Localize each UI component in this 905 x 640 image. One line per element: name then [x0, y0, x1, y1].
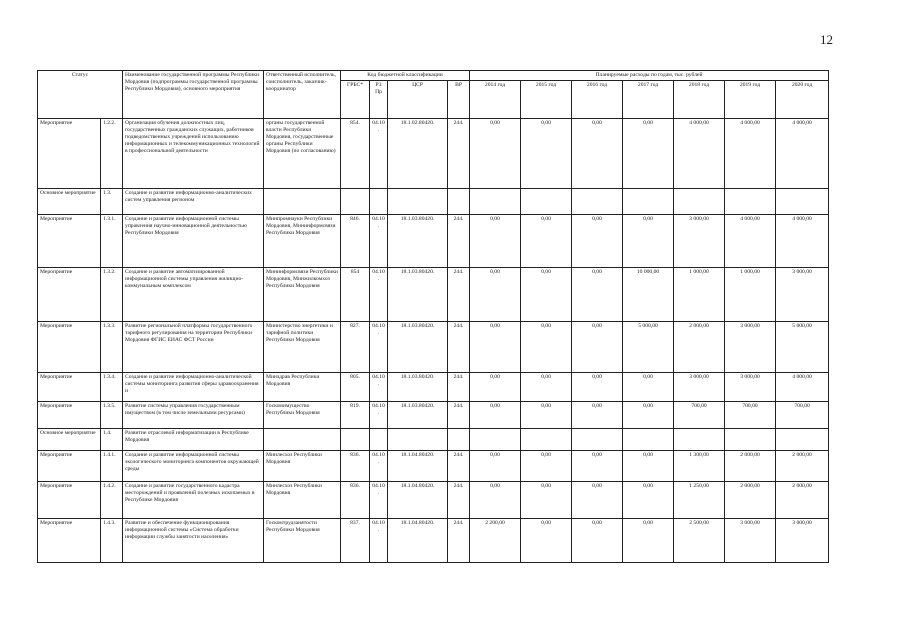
row-rz-pr: 04.10.: [370, 481, 388, 518]
row-value: [470, 428, 521, 450]
header-rz-pr: РЗ Пр: [370, 80, 388, 118]
row-value: 3 000,00: [725, 372, 776, 401]
row-responsible: Министерство энергетики и тарифной политики Республики Мордовия: [264, 321, 341, 372]
row-vr: 244.: [448, 372, 470, 401]
row-status: Мероприятие: [38, 481, 101, 518]
row-value: 3 000,00: [674, 214, 725, 267]
row-value: 0,00: [470, 267, 521, 321]
row-value: 2 000,00: [776, 450, 829, 481]
header-year: 2015 год: [521, 80, 572, 118]
row-value: 0,00: [572, 481, 623, 518]
row-value: [470, 188, 521, 214]
header-responsible: Ответственный исполнитель, соисполнитель, заказчик-координатор: [264, 71, 341, 119]
table-row: [38, 214, 829, 267]
row-grbs: 846.: [341, 214, 370, 267]
row-value: [623, 188, 674, 214]
row-value: 0,00: [470, 481, 521, 518]
row-value: 3 000,00: [776, 518, 829, 562]
row-responsible: Минлесхоз Республики Мордовия: [264, 450, 341, 481]
row-csr: 18.1.03.80420.: [388, 214, 448, 267]
row-grbs: 805.: [341, 372, 370, 401]
row-grbs: [341, 188, 370, 214]
row-name: Развитие отраслевой информатизации в Республике Мордовия: [123, 428, 264, 450]
row-responsible: Минпромнауки Республики Мордовия, Мининформсвязи Республики Мордовия: [264, 214, 341, 267]
row-value: 0,00: [572, 214, 623, 267]
row-csr: 18.1.04.80420.: [388, 518, 448, 562]
row-number: 1.4.3.: [101, 518, 123, 562]
header-year: 2014 год: [470, 80, 521, 118]
row-value: [674, 428, 725, 450]
header-csr: ЦСР: [388, 80, 448, 118]
row-csr: 18.1.04.80420.: [388, 450, 448, 481]
row-status: Мероприятие: [38, 118, 101, 188]
table-row: [38, 118, 829, 188]
table-row: [38, 372, 829, 401]
row-rz-pr: [370, 188, 388, 214]
row-value: 0,00: [521, 118, 572, 188]
row-grbs: 837.: [341, 518, 370, 562]
row-grbs: 854.: [341, 118, 370, 188]
row-value: 2 000,00: [725, 450, 776, 481]
row-value: 0,00: [470, 214, 521, 267]
row-value: [776, 188, 829, 214]
row-csr: [388, 428, 448, 450]
row-rz-pr: 04.10.: [370, 401, 388, 428]
row-value: 2 200,00: [470, 518, 521, 562]
row-responsible: Госкомимущество Республики Мордовия: [264, 401, 341, 428]
row-name: Создание и развитие информационно-аналитической системы мониторинга развития сферы здравоохранения и: [123, 372, 264, 401]
header-year: 2018 год: [674, 80, 725, 118]
row-grbs: 819.: [341, 401, 370, 428]
row-name: Развитие региональной платформы государственного тарифного регулирования на территории Республики Мордовия ФГИС ЕИАС ФСТ России: [123, 321, 264, 372]
row-value: 0,00: [521, 518, 572, 562]
row-status: Мероприятие: [38, 401, 101, 428]
row-number: 1.3.3.: [101, 321, 123, 372]
table-row: [38, 481, 829, 518]
row-csr: [388, 188, 448, 214]
row-number: 1.4.1.: [101, 450, 123, 481]
row-value: 0,00: [470, 118, 521, 188]
row-responsible: Госкомтрудзанятости Республики Мордовия: [264, 518, 341, 562]
row-status: Мероприятие: [38, 267, 101, 321]
row-rz-pr: 04.10.: [370, 267, 388, 321]
row-value: 0,00: [623, 481, 674, 518]
row-grbs: 836.: [341, 481, 370, 518]
row-value: 0,00: [572, 401, 623, 428]
row-responsible: [264, 428, 341, 450]
row-value: 3 000,00: [725, 321, 776, 372]
table-row: [38, 428, 829, 450]
row-value: 2 000,00: [776, 481, 829, 518]
row-number: 1.3.: [101, 188, 123, 214]
header-status: Статус: [38, 71, 123, 119]
header-name: Наименование государственной программы Республики Мордовия (подпрограммы государственной программы Республики Мордовия), основного мероприятия: [123, 71, 264, 119]
row-value: 1 000,00: [725, 267, 776, 321]
row-vr: 244.: [448, 518, 470, 562]
row-value: 0,00: [572, 267, 623, 321]
row-value: 700,00: [725, 401, 776, 428]
row-csr: 18.1.03.80420.: [388, 372, 448, 401]
row-number: 1.3.4.: [101, 372, 123, 401]
page-number: 12: [820, 32, 833, 47]
row-status: Мероприятие: [38, 321, 101, 372]
row-name: Создание и развитие информационной системы экологического мониторинга компонентов окружающей среды: [123, 450, 264, 481]
row-value: 3 000,00: [725, 518, 776, 562]
row-vr: 244.: [448, 118, 470, 188]
row-status: Мероприятие: [38, 372, 101, 401]
row-vr: 244.: [448, 401, 470, 428]
row-value: 0,00: [623, 118, 674, 188]
table-row: [38, 401, 829, 428]
row-value: [725, 188, 776, 214]
row-value: 0,00: [572, 518, 623, 562]
row-status: Мероприятие: [38, 214, 101, 267]
row-value: 0,00: [521, 401, 572, 428]
row-vr: 244.: [448, 267, 470, 321]
row-vr: [448, 188, 470, 214]
row-value: 0,00: [623, 450, 674, 481]
row-value: 0,00: [521, 267, 572, 321]
row-status: Основное мероприятие: [38, 188, 101, 214]
row-value: 2 000,00: [674, 321, 725, 372]
row-value: 0,00: [572, 118, 623, 188]
row-value: 0,00: [470, 450, 521, 481]
row-value: [572, 428, 623, 450]
row-value: 1 000,00: [674, 267, 725, 321]
row-value: 0,00: [623, 401, 674, 428]
header-budget-code: Код бюджетной классификации: [341, 71, 470, 81]
row-name: Создание и развитие информационно-аналитических систем управления регионом: [123, 188, 264, 214]
row-value: [572, 188, 623, 214]
row-rz-pr: [370, 428, 388, 450]
row-value: 0,00: [572, 321, 623, 372]
row-value: 4 000,00: [776, 118, 829, 188]
row-value: 0,00: [521, 450, 572, 481]
header-year: 2019 год: [725, 80, 776, 118]
row-value: 0,00: [521, 481, 572, 518]
row-value: [623, 428, 674, 450]
row-value: 0,00: [521, 214, 572, 267]
row-csr: 18.1.03.80420.: [388, 321, 448, 372]
row-value: 3 000,00: [776, 267, 829, 321]
row-csr: 18.1.02.80420.: [388, 118, 448, 188]
row-value: 0,00: [623, 372, 674, 401]
row-value: 4 000,00: [674, 118, 725, 188]
row-value: 4 000,00: [725, 214, 776, 267]
row-value: 0,00: [470, 321, 521, 372]
row-value: 0,00: [623, 518, 674, 562]
row-value: [521, 188, 572, 214]
table-row: [38, 518, 829, 562]
row-vr: [448, 428, 470, 450]
header-planned: Планируемые расходы по годам, тыс. рублей: [470, 71, 829, 81]
row-responsible: Минздрав Республики Мордовия: [264, 372, 341, 401]
row-rz-pr: 04.10.: [370, 118, 388, 188]
row-number: 1.3.2.: [101, 267, 123, 321]
row-responsible: [264, 188, 341, 214]
row-vr: 244.: [448, 214, 470, 267]
row-number: 1.3.5.: [101, 401, 123, 428]
row-number: 1.2.2.: [101, 118, 123, 188]
row-value: [776, 428, 829, 450]
row-name: Создание и развитие автоматизированной информационной системы управления жилищно-коммунальным комплексом: [123, 267, 264, 321]
header-year: 2017 год: [623, 80, 674, 118]
row-value: 5 000,00: [776, 321, 829, 372]
row-value: 1 300,00: [674, 450, 725, 481]
row-rz-pr: 04.10.: [370, 450, 388, 481]
row-value: [725, 428, 776, 450]
row-value: 0,00: [623, 214, 674, 267]
row-status: Основное мероприятие: [38, 428, 101, 450]
row-name: Создание и развитие информационной системы управления научно-инновационной деятельностью Республики Мордовия: [123, 214, 264, 267]
row-status: Мероприятие: [38, 518, 101, 562]
table-row: [38, 321, 829, 372]
row-value: 4 000,00: [725, 118, 776, 188]
row-value: 0,00: [470, 372, 521, 401]
row-value: 10 000,00: [623, 267, 674, 321]
row-csr: 18.1.03.80420.: [388, 267, 448, 321]
row-name: Развитие системы управления государственным имуществом (в том числе земельными ресурсами): [123, 401, 264, 428]
row-rz-pr: 04.10.: [370, 214, 388, 267]
row-name: Развитие и обеспечение функционирования информационной системы «Система обработки информации службы занятости населения»: [123, 518, 264, 562]
table-row: [38, 188, 829, 214]
budget-table: [37, 70, 829, 563]
header-year: 2020 год: [776, 80, 829, 118]
row-grbs: [341, 428, 370, 450]
row-value: 0,00: [521, 372, 572, 401]
row-value: 4 000,00: [776, 214, 829, 267]
row-value: 5 000,00: [623, 321, 674, 372]
row-rz-pr: 04.10.: [370, 321, 388, 372]
row-responsible: Мининформсвязи Республики Мордовия, Минжилкомхоз Республики Мордовия: [264, 267, 341, 321]
row-status: Мероприятие: [38, 450, 101, 481]
row-value: 700,00: [776, 401, 829, 428]
row-value: 2 500,00: [674, 518, 725, 562]
row-rz-pr: 04.10.: [370, 518, 388, 562]
row-responsible: Минлесхоз Республики Мордовия: [264, 481, 341, 518]
row-value: [674, 188, 725, 214]
row-value: 3 000,00: [674, 372, 725, 401]
row-value: 0,00: [470, 401, 521, 428]
row-value: [521, 428, 572, 450]
table-row: [38, 267, 829, 321]
row-value: 0,00: [572, 450, 623, 481]
header-grbs: ГРБС*: [341, 80, 370, 118]
table-row: [38, 450, 829, 481]
row-value: 0,00: [521, 321, 572, 372]
row-name: Организация обучения должностных лиц, государственных гражданских служащих, работников подведомственных учреждений использованию информационных и телекоммуникационных технологий в профессиональной деятельности: [123, 118, 264, 188]
header-vr: ВР: [448, 80, 470, 118]
row-rz-pr: 04.10.: [370, 372, 388, 401]
row-number: 1.4.2.: [101, 481, 123, 518]
row-value: 1 250,00: [674, 481, 725, 518]
row-value: 700,00: [674, 401, 725, 428]
row-number: 1.3.1.: [101, 214, 123, 267]
row-csr: 18.1.04.80420.: [388, 481, 448, 518]
row-grbs: 854: [341, 267, 370, 321]
row-vr: 244.: [448, 481, 470, 518]
row-grbs: 827.: [341, 321, 370, 372]
row-value: 0,00: [572, 372, 623, 401]
row-grbs: 836.: [341, 450, 370, 481]
row-responsible: органы государственной власти Республики Мордовия, государственные органы Республики Мордовия (по согласованию): [264, 118, 341, 188]
row-vr: 244.: [448, 450, 470, 481]
row-number: 1.4.: [101, 428, 123, 450]
row-csr: 18.1.03.80420.: [388, 401, 448, 428]
row-name: Создание и развитие государственного кадастра месторождений и проявлений полезных ископаемых в Республике Мордовия: [123, 481, 264, 518]
row-value: 2 000,00: [725, 481, 776, 518]
row-value: 4 000,00: [776, 372, 829, 401]
header-year: 2016 год: [572, 80, 623, 118]
row-vr: 244.: [448, 321, 470, 372]
